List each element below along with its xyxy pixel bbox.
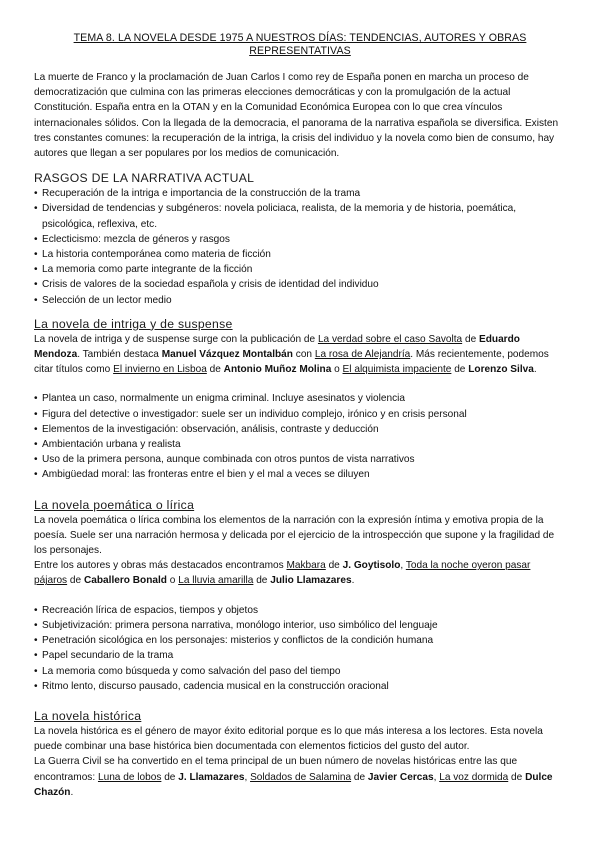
lirica-heading: La novela poemática o lírica bbox=[34, 497, 195, 512]
author-name: Lorenzo Silva bbox=[468, 364, 534, 376]
section-rasgos bbox=[34, 170, 566, 308]
historica-heading: La novela histórica bbox=[34, 708, 142, 723]
list-item: • Figura del detective o investigador: suele ser un individuo complejo, irónico y en crisis personal bbox=[34, 407, 566, 422]
list-item: • Ambientación urbana y realista bbox=[34, 437, 566, 452]
author-name: Eduardo Mendoza bbox=[34, 333, 520, 361]
list-item: • La historia contemporánea como materia de ficción bbox=[34, 247, 566, 262]
historica-authors-paragraph: La Guerra Civil se ha convertido en el tema principal de un buen número de novelas históricas entre las que encontramos: Luna de lobos de J. Llamazares, Soldados de Salamina de Javier Cercas, La voz dormida de Dulce Chazón. bbox=[34, 756, 553, 798]
list-item: • Eclecticismo: mezcla de géneros y rasgos bbox=[34, 232, 566, 247]
book-title: Toda la noche oyeron pasar pájaros bbox=[34, 560, 531, 587]
author-name: Caballero Bonald bbox=[83, 575, 167, 587]
list-item: • Uso de la primera persona, aunque combinada con otros puntos de vista narrativos bbox=[34, 452, 566, 467]
book-title: La rosa de Alejandría bbox=[314, 349, 411, 361]
book-title: Soldados de Salamina bbox=[250, 771, 352, 783]
author-name: Julio Llamazares bbox=[270, 575, 352, 587]
historica-paragraph: La novela histórica es el género de mayor éxito editorial porque es lo que más interesa a los lectores. Esta novela puede combinar una base histórica bien documentada con elementos ficticios del gusto del autor. bbox=[34, 725, 543, 753]
rasgos-heading: RASGOS DE LA NARRATIVA ACTUAL bbox=[34, 171, 255, 186]
list-item: • Plantea un caso, normalmente un enigma criminal. Incluye asesinatos y violencia bbox=[34, 391, 566, 406]
author-name: Antonio Muñoz Molina bbox=[223, 364, 332, 376]
book-title: La voz dormida bbox=[439, 771, 509, 783]
intriga-list bbox=[34, 391, 566, 482]
list-item: • La memoria como búsqueda y como salvación del paso del tiempo bbox=[34, 664, 566, 679]
list-item: • Papel secundario de la trama bbox=[34, 648, 566, 663]
section-intriga bbox=[34, 316, 566, 483]
list-item: • Penetración sicológica en los personajes: misterios y conflictos de la condición humana bbox=[34, 633, 566, 648]
intriga-paragraph: La novela de intriga y de suspense surge con la publicación de La verdad sobre el caso Savolta de Eduardo Mendoza. También destaca Manuel Vázquez Montalbán con La rosa de Alejandría. Más recientemente, podemos citar títulos como El invierno en Lisboa de Antonio Muñoz Molina o El alquimista impaciente de Lorenzo Silva. bbox=[34, 333, 549, 376]
author-name: Javier Cercas bbox=[367, 771, 434, 783]
book-title: El alquimista impaciente bbox=[342, 364, 452, 376]
rasgos-list bbox=[34, 186, 566, 308]
section-historica bbox=[34, 708, 566, 800]
list-item: • Diversidad de tendencias y subgéneros: novela policiaca, realista, de la memoria y de historia, poemática, psicológica, reflexiva, etc. bbox=[34, 201, 566, 231]
lirica-list bbox=[34, 603, 566, 694]
author-name: Manuel Vázquez Montalbán bbox=[161, 349, 293, 361]
book-title: La verdad sobre el caso Savolta bbox=[317, 333, 463, 345]
list-item: • Ambigüedad moral: las fronteras entre el bien y el mal a veces se diluyen bbox=[34, 467, 566, 482]
list-item: • Ritmo lento, discurso pausado, cadencia musical en la construcción oracional bbox=[34, 679, 566, 694]
book-title: Luna de lobos bbox=[97, 771, 162, 783]
book-title: Makbara bbox=[286, 560, 326, 572]
section-lirica bbox=[34, 497, 566, 694]
intro-paragraph: La muerte de Franco y la proclamación de Juan Carlos I como rey de España ponen en marcha un proceso de democratización que culmina con las primeras elecciones democráticas y con la promulgación de la actual Constitución. España entra en la OTAN y en la Comunidad Económica Europea con lo que crea vínculos internacionales sólidos. Con la llegada de la democracia, el panorama de la narrativa española se diversifica. Existen tres constantes comunes: la recuperación de la intriga, la crisis del individuo y la novela como bien de consumo, hay autores que llegan a ser populares por los medios de comunicación. bbox=[34, 72, 559, 160]
author-name: J. Goytisolo bbox=[342, 560, 401, 572]
book-title: El invierno en Lisboa bbox=[113, 364, 207, 376]
list-item: • Selección de un lector medio bbox=[34, 293, 566, 308]
list-item: • Recreación lírica de espacios, tiempos y objetos bbox=[34, 603, 566, 618]
author-name: Dulce Chazón bbox=[34, 771, 553, 798]
intriga-heading: La novela de intriga y de suspense bbox=[34, 316, 233, 331]
document-title: TEMA 8. LA NOVELA DESDE 1975 A NUESTROS DÍAS: TENDENCIAS, AUTORES Y OBRAS REPRESENTATIVAS bbox=[73, 32, 527, 57]
list-item: • La memoria como parte integrante de la ficción bbox=[34, 262, 566, 277]
list-item: • Crisis de valores de la sociedad española y crisis de identidad del individuo bbox=[34, 277, 566, 292]
lirica-authors-paragraph: Entre los autores y obras más destacados encontramos Makbara de J. Goytisolo, Toda la noche oyeron pasar pájaros de Caballero Bonald o La lluvia amarilla de Julio Llamazares. bbox=[34, 560, 531, 587]
list-item: • Recuperación de la intriga e importancia de la construcción de la trama bbox=[34, 186, 566, 201]
lirica-paragraph: La novela poemática o lírica combina los elementos de la narración con la expresión íntima y emotiva propia de la poesía. Suele ser una narración hermosa y delicada por el ejercicio de la introspección que supone y la fragilidad de los personajes. bbox=[34, 514, 555, 557]
author-name: J. Llamazares bbox=[178, 771, 245, 783]
list-item: • Elementos de la investigación: observación, análisis, contraste y deducción bbox=[34, 422, 566, 437]
book-title: La lluvia amarilla bbox=[178, 575, 254, 587]
list-item: • Subjetivización: primera persona narrativa, monólogo interior, uso simbólico del lenguaje bbox=[34, 618, 566, 633]
